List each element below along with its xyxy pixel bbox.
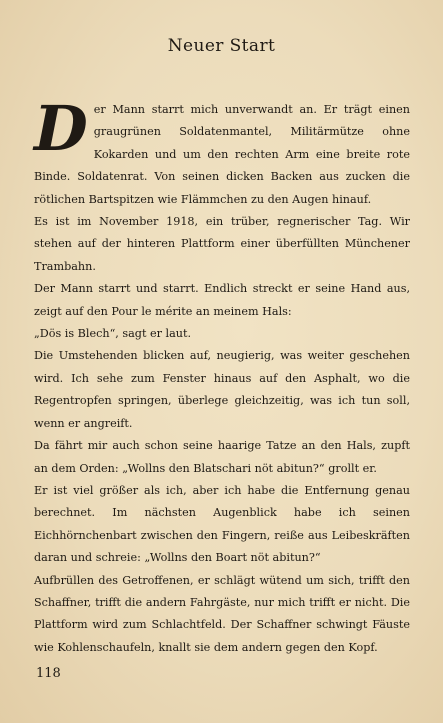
chapter-heading: Neuer Start	[167, 36, 276, 56]
paragraph-1-text: er Mann starrt mich unverwandt an. Er trägt einen graugrünen Soldatenmantel, Militärmütze ohne Kokarden und um den rechten Arm eine breite rote Binde. Soldatenrat. Von seinen dicken Backen aus zucken die rötlichen Bartspitzen wie Flämmchen zu den Augen hinauf.	[34, 103, 410, 206]
paragraph-5: Die Umstehenden blicken auf, neugierig, was weiter geschehen wird. Ich sehe zum Fenster hinaus auf den Asphalt, wo die Regentropfen springen, überlege gleichzeitig, was ich tun soll, wenn er angreift.	[34, 349, 410, 430]
drop-cap-initial: D	[34, 92, 88, 165]
paragraph-6: Da fährt mir auch schon seine haarige Tatze an den Hals, zupft an dem Orden: „Wollns den Blatschari nöt abitun?“ grollt er.	[34, 439, 410, 475]
body-text	[34, 92, 410, 659]
page-number: 118	[36, 666, 61, 681]
paragraph-4: „Dös is Blech“, sagt er laut.	[34, 327, 192, 341]
paragraph-8: Aufbrüllen des Getroffenen, er schlägt wütend um sich, trifft den Schaffner, trifft die andern Fahrgäste, nur mich trifft er nicht. Die Plattform wird zum Schlachtfeld. Der Schaffner schwingt Fäuste wie Kohlenschaufeln, knallt sie dem andern gegen den Kopf.	[34, 573, 410, 654]
paragraph-2: Es ist im November 1918, ein trüber, regnerischer Tag. Wir stehen auf der hinteren Plattform einer überfüllten Münchener Trambahn.	[34, 215, 410, 273]
paragraph-3: Der Mann starrt und starrt. Endlich streckt er seine Hand aus, zeigt auf den Pour le mérite an meinem Hals:	[34, 282, 410, 318]
paragraph-1	[34, 92, 410, 211]
paragraph-7: Er ist viel größer als ich, aber ich habe die Entfernung genau berechnet. Im nächsten Augenblick habe ich seinen Eichhörnchenbart zwischen den Fingern, reiße aus Leibeskräften daran und schreie: „Wollns den Boart nöt abitun?“	[34, 483, 410, 565]
